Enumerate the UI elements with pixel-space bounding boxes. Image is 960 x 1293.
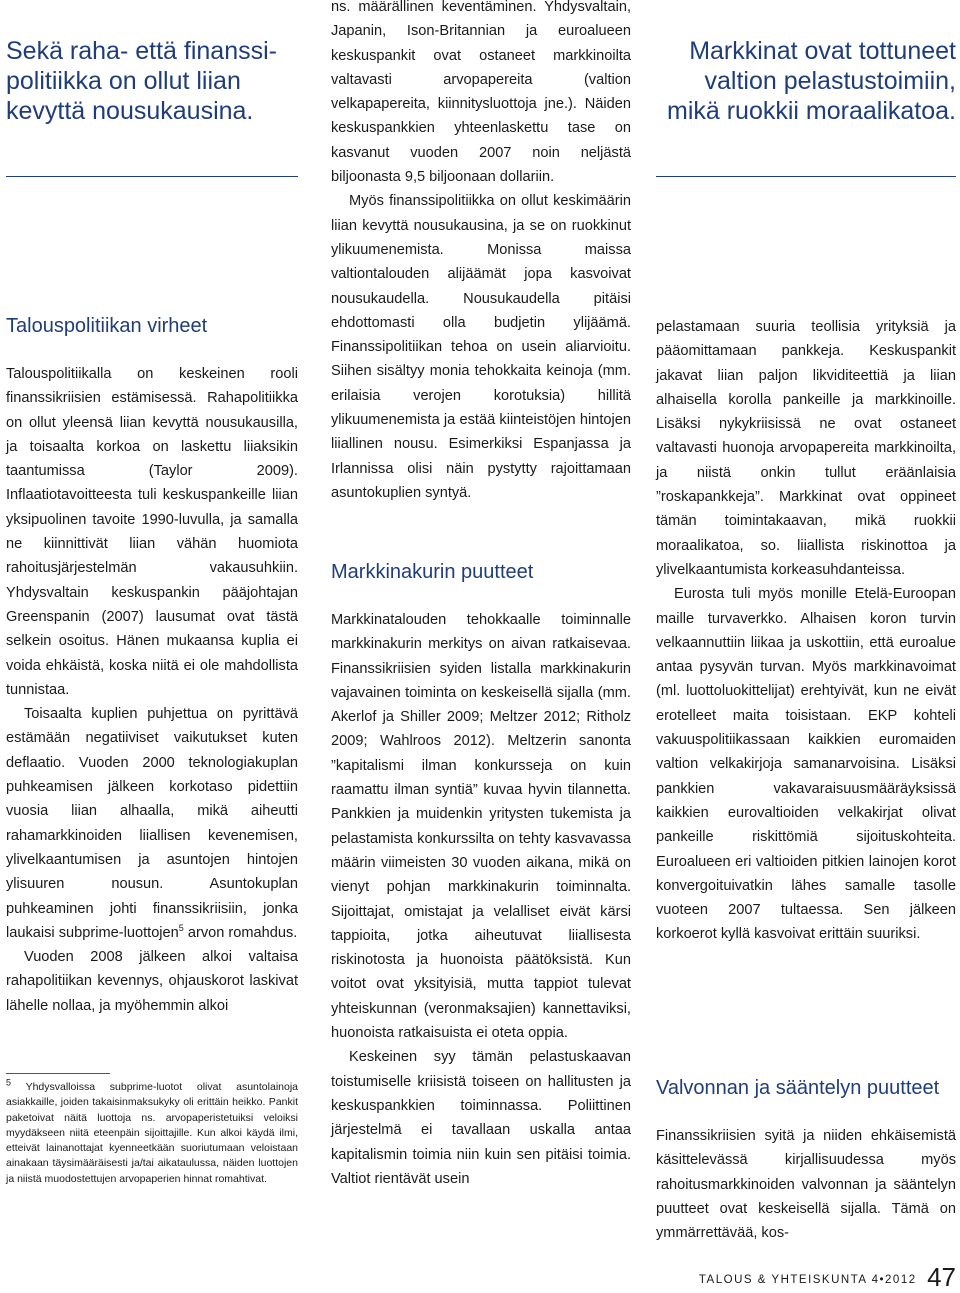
paragraph: Vuoden 2008 jälkeen alkoi valtaisa rahapolitiikan kevennys, ohjauskorot laskivat lähelle nollaa, ja myöhemmin alkoi [6,949,298,1014]
paragraph: Keskeinen syy tämän pelastuskaavan toistumiselle kriisistä toiseen on hallitusten ja keskuspankkien toiminnassa. Poliittinen järjestelmä ei tavallaan uskalla antaa kapitalismin toimia niin kuin sen pitäisi toimia. Valtiot rientävät usein [331,1049,631,1187]
footnote [6,1077,299,1187]
pull-quote-rule [656,176,956,177]
footnote-ref: 5 [178,922,184,933]
pull-quote-rule [6,176,298,177]
paragraph: Talouspolitiikalla on keskeinen rooli finanssikriisien estämisessä. Rahapolitiikka on ollut yleensä liian kevyttä nousukausilla, ja toisaalta korkoa on laskettu liiaksikin taantumissa (Taylor 2009). Inflaatiotavoitteesta tuli keskuspankeille liian yksipuolinen tavoite 1990-luvulla, ja samalla ne kiinnittivät liian vähän huomiota rahoitusjärjestelmän vakausuhkiin. Yhdysvaltain keskuspankin pääjohtajan Greenspanin (2007) lausumat ovat tästä selkein osoitus. Hänen mukaansa kuplia ei voida ehkäistä, koska niitä ei ole mahdollista tunnistaa. [6,366,298,698]
page-number: 47 [927,1262,956,1292]
article-body-left [6,362,298,1018]
footnote-number: 5 [6,1077,12,1088]
article-body-right-bottom [656,1124,956,1245]
paragraph: pelastamaan suuria teollisia yrityksiä ja pääomittamaan pankkeja. Keskuspankit jakavat liian paljon likviditeettiä ja liian alhaisella korolla pankeille ja markkinoille. Lisäksi nykykriisissä ne ovat ostaneet valtavasti huonoja arvopapereita markkinoilta, ja niistä onkin tullut eräänlaisia ”roskapankkeja”. Markkinat ovat oppineet tämän toimintakaavan, mikä ruokkii moraalikatoa, so. liiallista riskinottoa ja ylivelkaantumista korkeasuhdanteissa. [656,319,956,578]
section-heading-markkinakuri: Markkinakurin puutteet [331,561,534,583]
footnote-text: Yhdysvalloissa subprime-luotot olivat asuntolainoja asiakkaille, joiden takaisinmaksukyky oli erittäin heikko. Pankit paketoivat näitä luottoja ns. arvopaperistetuiksi veloiksi myydäkseen niitä eteenpäin sijoittajille. Kun alkoi käydä ilmi, etteivät lainanottajat kyenneetkään suoriutumaan veloistaan ainakaan täysimääräisesti ja/tai aikataulussa, näiden luottojen ja niistä muodostettujen arvopaperien hinnat romahtivat. [6,1081,299,1185]
footnote-divider [6,1073,110,1074]
section-heading-valvonta: Valvonnan ja sääntelyn puutteet [656,1077,940,1099]
article-body-middle-top [331,0,631,505]
article-body-right [656,315,956,947]
pull-quote-right: Markkinat ovat tottuneet valtion pelastustoimiin, mikä ruokkii moraalikatoa. [667,37,956,125]
paragraph: Myös finanssipolitiikka on ollut keskimäärin liian kevyttä nousukausina, ja se on ruokkinut ylikuumenemista. Monissa maissa valtiontalouden alijäämät jopa kasvoivat nousukaudella. Nousukaudella pitäisi ehdottomasti olla budjetin ylijäämä. Finanssipolitiikan tehoa on usein aliarvioitu. Siihen sisältyy monia tehokkaita keinoja (mm. erilaisia verojen korotuksia) hillitä ylikuumenemista ja estää kiinteistöjen hintojen liiallinen nousu. Esimerkiksi Espanjassa ja Irlannissa olisi näin pystytty rajoittamaan asuntokuplien syntyä. [331,193,631,501]
paragraph: Eurosta tuli myös monille Etelä-Euroopan maille turvaverkko. Alhaisen koron turvin velkaannuttiin liikaa ja uskottiin, että euroalue antaa pysyvän turvan. Myös markkinavoimat (ml. luottoluokittelijat) erehtyivät, kun ne eivät erotelleet maita toisistaan. EKP kohteli vakuuspolitiikassaan kaikkien euromaiden valtion velkakirjoja samanarvoisina. Lisäksi pankkien vakavaraisuusmääräyksissä kaikkien eurovaltioiden velkakirjat olivat pankeille riskittömiä sijoituskohteita. Euroalueen eri valtioiden pitkien lainojen korot konvergoituivatkin lähes samalle tasolle vuoteen 2007 tultaessa. Sen jälkeen korkoerot kyllä kasvoivat erittäin suuriksi. [656,586,956,943]
magazine-name: TALOUS & YHTEISKUNTA 4•2012 [698,1274,917,1286]
page-footer [699,1262,956,1293]
paragraph: Toisaalta kuplien puhjettua on pyrittävä estämään negatiiviset vaikutukset kuten deflaatio. Vuoden 2000 teknologiakuplan puhkeamisen jälkeen korkotaso pidettiin vuosia liian alhaalla, mikä aiheutti rahamarkkinoiden liiallisen kevenemisen, ylivelkaantumisen ja asuntojen hintojen ylisuuren nousun. Asuntokuplan puhkeaminen johti finanssikriisiin, jonka laukaisi subprime-luottojen$^5$ arvon romahdus. [6,706,298,941]
article-body-middle [331,608,631,1191]
pull-quote-left: Sekä raha- että finanssi-politiikka on ollut liian kevyttä nousukausina. [6,37,277,125]
paragraph: Finanssikriisien syitä ja niiden ehkäisemistä käsittelevässä kirjallisuudessa myös rahoitusmarkkinoiden valvonnan ja sääntelyn puutteet ovat keskeisellä sijalla. Tämä on ymmärrettävää, kos- [656,1128,956,1242]
paragraph: ns. määrällinen keventäminen. Yhdysvaltain, Japanin, Ison-Britannian ja euroalueen keskuspankit ovat ostaneet markkinoilta valtavasti arvopapereita (valtion velkapapereita, kiinnitysluottoja jne.). Näiden keskuspankkien yhteenlaskettu tase on kasvanut vuoden 2007 noin neljästä biljoonasta 9,5 biljoonaan dollariin. [331,0,631,186]
paragraph: Markkinatalouden tehokkaalle toiminnalle markkinakurin merkitys on aivan ratkaisevaa. Finanssikriisien syiden listalla markkinakurin vajavainen toiminta on keskeisellä sijalla (mm. Akerlof ja Shiller 2009; Meltzer 2012; Ritholz 2009; Wahlroos 2012). Meltzerin sanonta ”kapitalismi ilman konkursseja on kuin raamattu ilman syntiä” kuvaa hyvin tilannetta. Pankkien ja muidenkin yritysten tukemista ja pelastamista konkurssilta on tehty kasvavassa määrin viimeisten 30 vuoden aikana, mikä on vienyt pohjan markkinakurin toiminnalta. Sijoittajat, omistajat ja velalliset eivät kärsi tappioita, jotka aiheutuvat liiallisesta riskinotosta ja huonoista päätöksistä. Kun voitot ovat yksityisiä, mutta tappiot tulevat yhteiskunnan (veronmaksajien) kannettaviksi, huonoista ratkaisuista ei oteta oppia. [331,612,631,1042]
section-heading-talouspolitiikka: Talouspolitiikan virheet [6,315,208,337]
